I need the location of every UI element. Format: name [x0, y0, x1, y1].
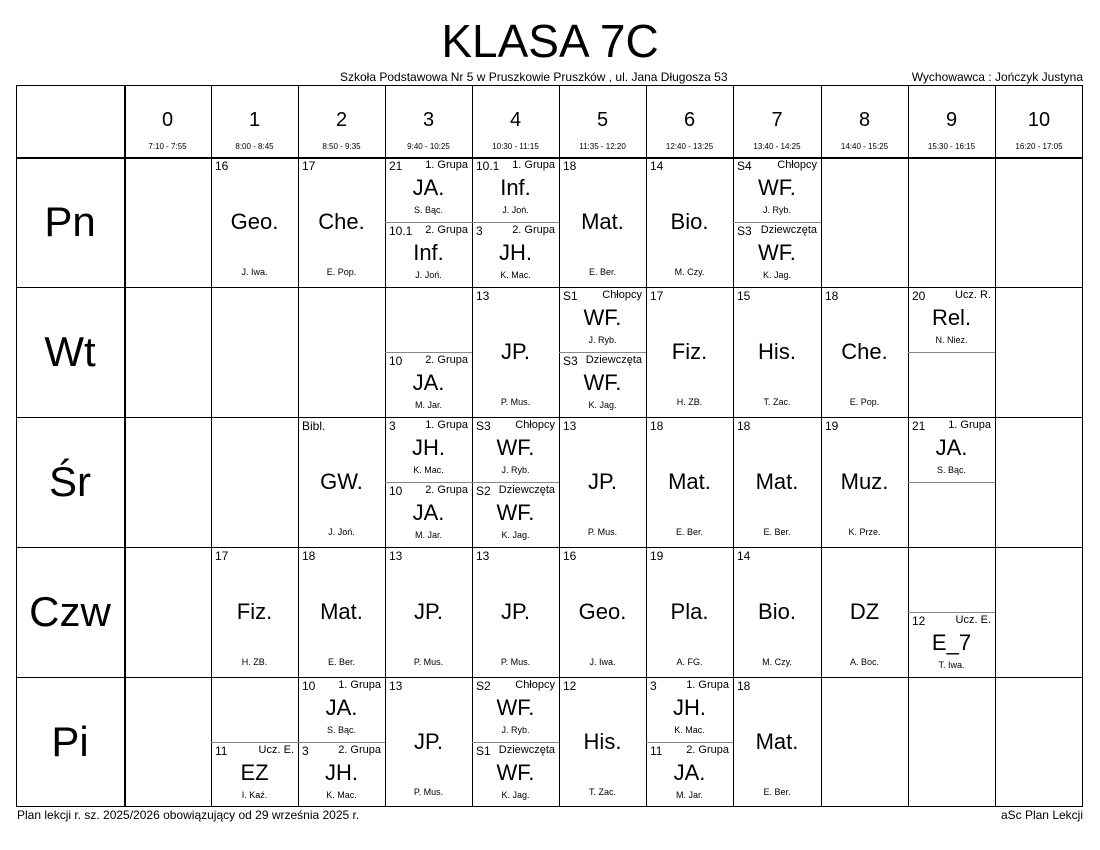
- lesson-group: Ucz. E.: [258, 744, 294, 756]
- period-time: 11:35 - 12:20: [579, 142, 626, 151]
- period-header: [385, 85, 472, 157]
- lesson-teacher: K. Mac.: [500, 270, 531, 280]
- lesson-teacher: H. ZB.: [676, 397, 703, 407]
- lesson-cell[interactable]: [298, 157, 385, 287]
- lesson-cell[interactable]: [646, 547, 733, 677]
- lesson-room: 3: [650, 679, 657, 693]
- lesson-subject: Inf.: [500, 175, 531, 200]
- lesson-teacher: J. Ryb.: [762, 205, 791, 215]
- footer-brand: aSc Plan Lekcji: [1000, 808, 1083, 822]
- lesson-half-cell[interactable]: [385, 417, 472, 482]
- day-name: Pn: [44, 198, 96, 245]
- lesson-room: 18: [302, 549, 316, 563]
- lesson-room: 10.1: [476, 159, 500, 173]
- lesson-half-cell[interactable]: [211, 742, 298, 807]
- lesson-subject: JH.: [673, 695, 706, 720]
- lesson-teacher: P. Mus.: [413, 787, 444, 797]
- lesson-subject: Mat.: [320, 599, 363, 624]
- lesson-room: 18: [737, 679, 751, 693]
- lesson-room: 17: [215, 549, 229, 563]
- lesson-subject: Muz.: [840, 469, 889, 494]
- lesson-subject: Mat.: [755, 729, 799, 754]
- lesson-room: 10: [389, 354, 403, 368]
- period-number: 2: [335, 109, 348, 131]
- period-number: 9: [945, 109, 958, 131]
- lesson-subject: JH.: [325, 760, 358, 785]
- lesson-half-cell[interactable]: [472, 222, 559, 287]
- period-number: 3: [422, 109, 435, 131]
- lesson-group: 2. Grupa: [425, 224, 468, 236]
- lesson-teacher: J. Iwa.: [589, 657, 616, 667]
- lesson-group: Dziewczęta: [498, 744, 555, 756]
- lesson-room: S2: [476, 679, 491, 693]
- period-header: [995, 85, 1083, 157]
- half-divider: [908, 352, 995, 353]
- lesson-cell[interactable]: [472, 547, 559, 677]
- lesson-half-cell[interactable]: [385, 482, 472, 547]
- lesson-room: 18: [650, 419, 664, 433]
- lesson-half-cell[interactable]: [733, 222, 821, 287]
- lesson-cell[interactable]: [733, 547, 821, 677]
- lesson-room: 16: [563, 549, 577, 563]
- lesson-cell[interactable]: [559, 677, 646, 807]
- lesson-room: 21: [912, 419, 926, 433]
- period-header: [472, 85, 559, 157]
- lesson-room: 20: [912, 289, 926, 303]
- period-header: [559, 85, 646, 157]
- period-header: [124, 85, 211, 157]
- lesson-teacher: M. Czy.: [762, 657, 792, 667]
- lesson-group: Chłopcy: [602, 289, 642, 301]
- lesson-teacher: K. Prze.: [848, 527, 881, 537]
- lesson-half-cell[interactable]: [559, 352, 646, 417]
- lesson-room: 3: [476, 224, 483, 238]
- lesson-group: 2. Grupa: [338, 744, 381, 756]
- lesson-group: Dziewczęta: [760, 224, 817, 236]
- period-number: 6: [683, 109, 696, 131]
- lesson-group: 1. Grupa: [686, 679, 729, 691]
- day-name: Śr: [49, 458, 91, 505]
- lesson-half-cell[interactable]: [646, 677, 733, 742]
- lesson-cell[interactable]: [472, 287, 559, 417]
- lesson-teacher: J. Ryb.: [501, 725, 530, 735]
- period-time: 14:40 - 15:25: [840, 142, 889, 151]
- lesson-room: 10: [302, 679, 316, 693]
- lesson-half-cell[interactable]: [385, 157, 472, 222]
- lesson-room: 19: [650, 549, 664, 563]
- half-divider: [908, 612, 995, 613]
- lesson-teacher: A. FG.: [676, 657, 703, 667]
- lesson-room: 3: [302, 744, 309, 758]
- lesson-room: 13: [389, 679, 403, 693]
- half-divider: [908, 482, 995, 483]
- lesson-cell[interactable]: [211, 157, 298, 287]
- lesson-group: 2. Grupa: [512, 224, 555, 236]
- lesson-room: 13: [389, 549, 403, 563]
- lesson-room: 14: [737, 549, 751, 563]
- half-divider: [559, 352, 646, 353]
- lesson-subject: JA.: [412, 500, 445, 525]
- lesson-subject: Fiz.: [236, 599, 273, 624]
- lesson-subject: JP.: [414, 599, 443, 624]
- lesson-cell[interactable]: [821, 547, 908, 677]
- day-name: Pi: [51, 718, 89, 765]
- lesson-cell[interactable]: [559, 417, 646, 547]
- lesson-teacher: K. Mac.: [413, 465, 444, 475]
- lesson-cell[interactable]: [211, 547, 298, 677]
- lesson-group: 2. Grupa: [686, 744, 729, 756]
- lesson-cell[interactable]: [298, 547, 385, 677]
- lesson-subject: WF.: [758, 240, 796, 265]
- lesson-room: S1: [563, 289, 578, 303]
- lesson-cell[interactable]: [733, 677, 821, 807]
- lesson-group: 2. Grupa: [425, 484, 468, 496]
- column-divider: [995, 85, 996, 807]
- school-name: Szkoła Podstawowa Nr 5 w Pruszkowie Pruszków , ul. Jana Długosza 53: [340, 70, 728, 84]
- lesson-room: 10: [389, 484, 403, 498]
- lesson-cell[interactable]: [646, 417, 733, 547]
- column-divider: [124, 85, 126, 807]
- lesson-teacher: K. Mac.: [674, 725, 705, 735]
- day-label: [16, 677, 124, 807]
- lesson-room: 13: [563, 419, 577, 433]
- lesson-group: Chłopcy: [515, 679, 555, 691]
- period-time: 15:30 - 16:15: [927, 142, 976, 151]
- lesson-teacher: E. Ber.: [763, 787, 791, 797]
- lesson-subject: JH.: [499, 240, 532, 265]
- lesson-subject: Bio.: [670, 209, 709, 234]
- lesson-subject: JP.: [501, 339, 530, 364]
- half-divider: [385, 222, 472, 223]
- lesson-group: 1. Grupa: [338, 679, 381, 691]
- period-number: 8: [858, 109, 871, 131]
- lesson-room: 10.1: [389, 224, 413, 238]
- day-label: [16, 417, 124, 547]
- lesson-cell[interactable]: [646, 287, 733, 417]
- day-label: [16, 157, 124, 287]
- half-divider: [385, 352, 472, 353]
- lesson-teacher: I. Kaź.: [241, 790, 268, 800]
- lesson-teacher: M. Czy.: [674, 267, 705, 277]
- lesson-teacher: M. Jar.: [414, 400, 442, 410]
- footer-validity: Plan lekcji r. sz. 2025/2026 obowiązujący od 29 września 2025 r.: [17, 808, 360, 822]
- lesson-cell[interactable]: [821, 287, 908, 417]
- lesson-teacher: J. Ryb.: [501, 465, 530, 475]
- lesson-subject: JH.: [412, 435, 445, 460]
- lesson-subject: Fiz.: [671, 339, 708, 364]
- period-number: 10: [1027, 109, 1051, 131]
- lesson-group: Dziewczęta: [585, 354, 642, 366]
- lesson-half-cell[interactable]: [385, 222, 472, 287]
- lesson-teacher: J. Joń.: [502, 205, 529, 215]
- period-time: 8:50 - 9:35: [322, 142, 361, 151]
- lesson-room: S2: [476, 484, 491, 498]
- lesson-room: 16: [215, 159, 229, 173]
- lesson-subject: DZ: [849, 599, 880, 624]
- lesson-room: 13: [476, 289, 490, 303]
- lesson-subject: WF.: [496, 695, 535, 720]
- lesson-cell[interactable]: [821, 417, 908, 547]
- lesson-room: 15: [737, 289, 751, 303]
- lesson-subject: WF.: [496, 760, 535, 785]
- lesson-room: 12: [912, 614, 926, 628]
- lesson-group: Chłopcy: [777, 159, 817, 171]
- period-header: [646, 85, 733, 157]
- lesson-group: 1. Grupa: [425, 159, 468, 171]
- lesson-subject: JA.: [412, 175, 445, 200]
- lesson-group: 1. Grupa: [948, 419, 991, 431]
- lesson-teacher: P. Mus.: [413, 657, 444, 667]
- period-header: [298, 85, 385, 157]
- lesson-subject: EZ: [240, 760, 269, 785]
- lesson-room: Bibl.: [302, 419, 326, 433]
- lesson-subject: Geo.: [230, 209, 279, 234]
- day-label: [16, 287, 124, 417]
- lesson-teacher: E. Pop.: [326, 267, 357, 277]
- period-time: 9:40 - 10:25: [407, 142, 450, 151]
- lesson-subject: His.: [758, 339, 796, 364]
- lesson-cell[interactable]: [385, 547, 472, 677]
- homeroom-teacher: Wychowawca : Jończyk Justyna: [911, 70, 1083, 84]
- lesson-subject: WF.: [496, 435, 535, 460]
- lesson-teacher: H. ZB.: [241, 657, 268, 667]
- lesson-group: Chłopcy: [515, 419, 555, 431]
- half-divider: [646, 742, 733, 743]
- period-number: 1: [248, 109, 261, 131]
- lesson-teacher: P. Mus.: [500, 397, 531, 407]
- period-header: [733, 85, 821, 157]
- lesson-subject: JA.: [412, 370, 445, 395]
- period-time: 16:20 - 17:05: [1015, 142, 1063, 151]
- lesson-group: Ucz. R.: [954, 289, 991, 301]
- period-time: 8:00 - 8:45: [235, 142, 274, 151]
- lesson-half-cell[interactable]: [298, 742, 385, 807]
- half-divider: [733, 222, 821, 223]
- lesson-room: 17: [302, 159, 316, 173]
- period-number: 4: [509, 109, 522, 131]
- lesson-room: S3: [563, 354, 578, 368]
- half-divider: [298, 742, 385, 743]
- lesson-room: 19: [825, 419, 839, 433]
- lesson-half-cell[interactable]: [908, 287, 995, 352]
- lesson-cell[interactable]: [733, 287, 821, 417]
- lesson-teacher: A. Boc.: [849, 657, 879, 667]
- lesson-group: 1. Grupa: [512, 159, 555, 171]
- lesson-subject: JA.: [935, 435, 968, 460]
- lesson-teacher: K. Mac.: [326, 790, 357, 800]
- lesson-teacher: J. Ryb.: [588, 335, 617, 345]
- lesson-group: Ucz. E.: [955, 614, 991, 626]
- period-header: [908, 85, 995, 157]
- lesson-room: 11: [650, 744, 663, 758]
- lesson-cell[interactable]: [385, 677, 472, 807]
- period-header: [821, 85, 908, 157]
- lesson-half-cell[interactable]: [908, 612, 995, 677]
- lesson-subject: Mat.: [755, 469, 799, 494]
- lesson-subject: JP.: [588, 469, 617, 494]
- lesson-group: Dziewczęta: [498, 484, 555, 496]
- lesson-room: 13: [476, 549, 490, 563]
- lesson-subject: JA.: [325, 695, 358, 720]
- lesson-subject: Che.: [841, 339, 888, 364]
- day-name: Wt: [44, 328, 96, 375]
- lesson-cell[interactable]: [646, 157, 733, 287]
- lesson-subject: WF.: [758, 175, 796, 200]
- lesson-teacher: S. Bąc.: [326, 725, 356, 735]
- lesson-subject: Che.: [318, 209, 365, 234]
- lesson-room: 18: [825, 289, 839, 303]
- lesson-half-cell[interactable]: [385, 352, 472, 417]
- lesson-half-cell[interactable]: [472, 157, 559, 222]
- lesson-room: S1: [476, 744, 491, 758]
- lesson-teacher: N. Niez.: [935, 335, 968, 345]
- lesson-half-cell[interactable]: [472, 742, 559, 807]
- lesson-subject: Mat.: [581, 209, 624, 234]
- half-divider: [472, 222, 559, 223]
- lesson-room: 12: [563, 679, 577, 693]
- lesson-subject: Inf.: [413, 240, 444, 265]
- lesson-group: 2. Grupa: [425, 354, 468, 366]
- period-time: 10:30 - 11:15: [492, 142, 539, 151]
- lesson-cell[interactable]: [559, 157, 646, 287]
- period-time: 12:40 - 13:25: [665, 142, 714, 151]
- period-number: 7: [771, 109, 783, 131]
- lesson-room: 18: [563, 159, 577, 173]
- lesson-subject: WF.: [583, 370, 622, 395]
- lesson-teacher: S. Bąc.: [936, 465, 966, 475]
- lesson-room: 14: [650, 159, 664, 173]
- lesson-cell[interactable]: [559, 547, 646, 677]
- lesson-half-cell[interactable]: [559, 287, 646, 352]
- lesson-room: S3: [737, 224, 752, 238]
- lesson-half-cell[interactable]: [472, 482, 559, 547]
- lesson-subject: His.: [583, 729, 622, 754]
- period-number: 5: [596, 109, 609, 131]
- lesson-teacher: S. Bąc.: [413, 205, 443, 215]
- lesson-room: 21: [389, 159, 403, 173]
- lesson-room: 18: [737, 419, 751, 433]
- lesson-teacher: K. Jag.: [762, 270, 791, 280]
- period-time: 7:10 - 7:55: [148, 142, 187, 151]
- lesson-half-cell[interactable]: [472, 417, 559, 482]
- lesson-subject: JP.: [501, 599, 530, 624]
- page-title: KLASA 7C: [441, 15, 659, 67]
- lesson-half-cell[interactable]: [298, 677, 385, 742]
- lesson-teacher: T. Zac.: [763, 397, 791, 407]
- lesson-half-cell[interactable]: [908, 417, 995, 482]
- lesson-teacher: K. Jag.: [501, 790, 530, 800]
- lesson-teacher: P. Mus.: [500, 657, 531, 667]
- period-header: [211, 85, 298, 157]
- lesson-room: S3: [476, 419, 491, 433]
- lesson-teacher: E. Ber.: [675, 527, 703, 537]
- lesson-room: 17: [650, 289, 664, 303]
- lesson-room: S4: [737, 159, 752, 173]
- half-divider: [472, 482, 559, 483]
- day-label: [16, 547, 124, 677]
- lesson-cell[interactable]: [733, 417, 821, 547]
- lesson-teacher: K. Jag.: [501, 530, 530, 540]
- lesson-half-cell[interactable]: [646, 742, 733, 807]
- half-divider: [211, 742, 298, 743]
- lesson-subject: E_7: [931, 630, 972, 655]
- lesson-cell[interactable]: [298, 417, 385, 547]
- lesson-teacher: T. Iwa.: [938, 660, 965, 670]
- period-number: 0: [161, 109, 174, 131]
- lesson-teacher: P. Mus.: [587, 527, 618, 537]
- lesson-teacher: E. Ber.: [327, 657, 355, 667]
- lesson-teacher: M. Jar.: [414, 530, 442, 540]
- period-time: 13:40 - 14:25: [753, 142, 801, 151]
- lesson-subject: GW.: [320, 469, 363, 494]
- lesson-group: 1. Grupa: [425, 419, 468, 431]
- lesson-subject: Geo.: [578, 599, 627, 624]
- lesson-subject: WF.: [496, 500, 535, 525]
- lesson-teacher: E. Ber.: [588, 267, 616, 277]
- half-divider: [472, 742, 559, 743]
- lesson-subject: JA.: [673, 760, 706, 785]
- lesson-room: 3: [389, 419, 396, 433]
- half-divider: [385, 482, 472, 483]
- lesson-subject: WF.: [583, 305, 622, 330]
- lesson-teacher: J. Iwa.: [241, 267, 268, 277]
- lesson-subject: JP.: [414, 729, 443, 754]
- lesson-subject: Pla.: [670, 599, 709, 624]
- lesson-room: 11: [215, 744, 228, 758]
- day-name: Czw: [29, 588, 111, 635]
- lesson-teacher: J. Joń.: [328, 527, 355, 537]
- lesson-teacher: T. Zac.: [588, 787, 616, 797]
- lesson-subject: Bio.: [758, 599, 796, 624]
- lesson-teacher: J. Joń.: [415, 270, 442, 280]
- lesson-subject: Mat.: [668, 469, 711, 494]
- lesson-teacher: E. Pop.: [849, 397, 880, 407]
- lesson-half-cell[interactable]: [472, 677, 559, 742]
- lesson-teacher: K. Jag.: [588, 400, 617, 410]
- lesson-teacher: M. Jar.: [675, 790, 703, 800]
- lesson-teacher: E. Ber.: [763, 527, 791, 537]
- lesson-subject: Rel.: [931, 305, 972, 330]
- lesson-half-cell[interactable]: [733, 157, 821, 222]
